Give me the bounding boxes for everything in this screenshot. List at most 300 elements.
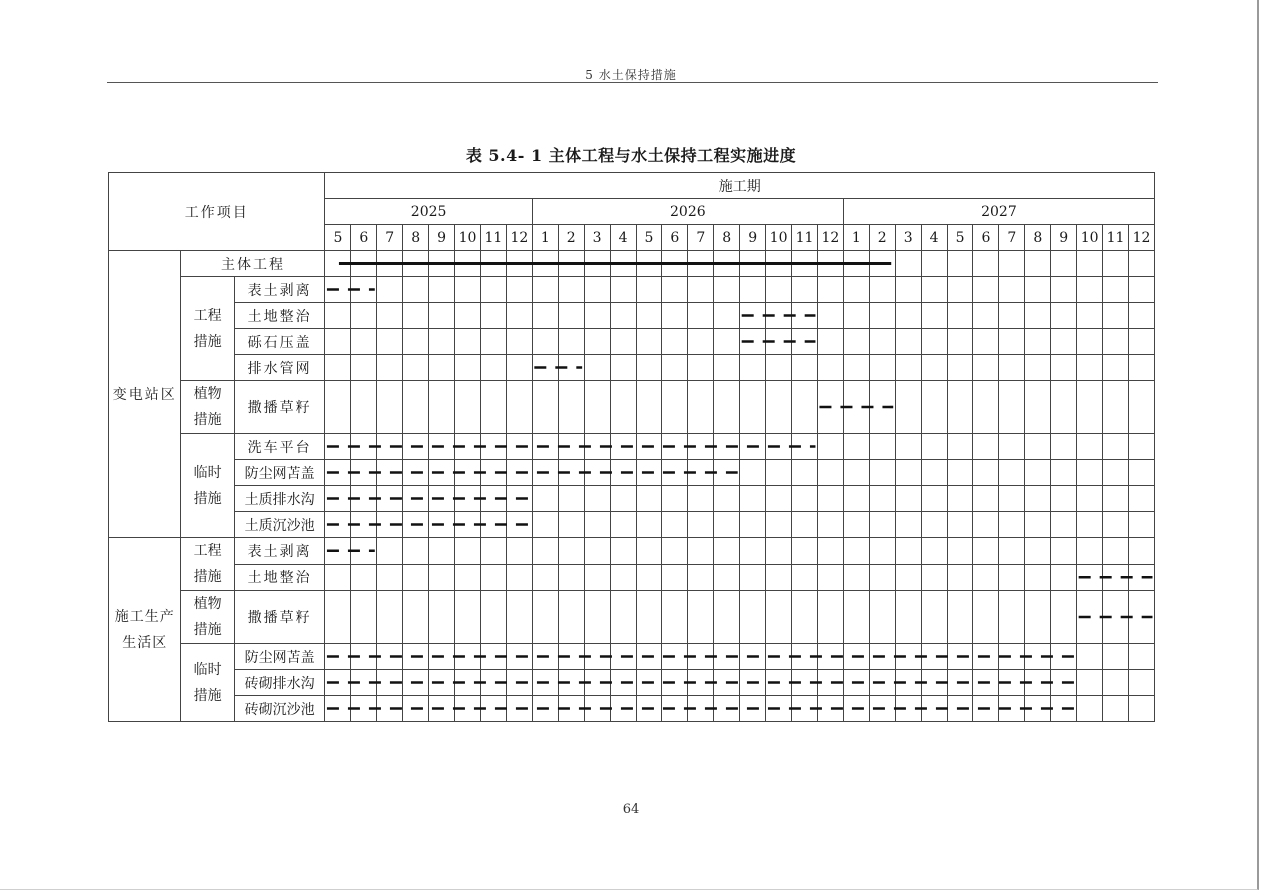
timeline-cell bbox=[714, 277, 740, 303]
timeline-cell bbox=[1129, 355, 1155, 381]
timeline-cell bbox=[455, 434, 481, 460]
timeline-cell bbox=[1077, 538, 1103, 565]
timeline-cell bbox=[325, 538, 351, 565]
month-header: 10 bbox=[455, 225, 481, 251]
timeline-cell bbox=[921, 564, 947, 591]
month-header: 12 bbox=[506, 225, 532, 251]
timeline-cell bbox=[351, 512, 377, 538]
timeline-cell bbox=[792, 381, 818, 434]
timeline-cell bbox=[532, 696, 558, 722]
timeline-cell bbox=[480, 329, 506, 355]
timeline-cell bbox=[714, 329, 740, 355]
timeline-cell bbox=[740, 303, 766, 329]
timeline-cell bbox=[895, 277, 921, 303]
table-row bbox=[109, 277, 1155, 303]
timeline-cell bbox=[403, 251, 429, 277]
timeline-cell bbox=[429, 512, 455, 538]
timeline-cell bbox=[792, 355, 818, 381]
timeline-cell bbox=[480, 460, 506, 486]
timeline-cell bbox=[999, 670, 1025, 696]
timeline-cell bbox=[1103, 460, 1129, 486]
timeline-cell bbox=[610, 434, 636, 460]
timeline-cell bbox=[973, 251, 999, 277]
timeline-cell bbox=[740, 644, 766, 670]
month-header: 9 bbox=[429, 225, 455, 251]
timeline-cell bbox=[973, 277, 999, 303]
table-row bbox=[109, 460, 1155, 486]
timeline-cell bbox=[1103, 538, 1129, 565]
timeline-cell bbox=[480, 670, 506, 696]
timeline-cell bbox=[480, 486, 506, 512]
item-name: 排水管网 bbox=[234, 355, 325, 381]
page-number: 64 bbox=[622, 802, 640, 817]
timeline-cell bbox=[325, 696, 351, 722]
timeline-cell bbox=[455, 381, 481, 434]
timeline-cell bbox=[766, 486, 792, 512]
table-row bbox=[109, 355, 1155, 381]
timeline-cell bbox=[1025, 538, 1051, 565]
main-project-label: 主体工程 bbox=[181, 251, 325, 277]
timeline-cell bbox=[921, 303, 947, 329]
timeline-cell bbox=[1129, 434, 1155, 460]
measure-group-line: 措施 bbox=[193, 333, 222, 350]
timeline-cell bbox=[610, 512, 636, 538]
timeline-cell bbox=[1051, 564, 1077, 591]
timeline-cell bbox=[921, 460, 947, 486]
timeline-cell bbox=[377, 696, 403, 722]
timeline-cell bbox=[999, 486, 1025, 512]
timeline-cell bbox=[1051, 696, 1077, 722]
timeline-cell bbox=[480, 591, 506, 644]
timeline-cell bbox=[1077, 670, 1103, 696]
timeline-cell bbox=[429, 251, 455, 277]
timeline-cell bbox=[1051, 329, 1077, 355]
timeline-cell bbox=[351, 303, 377, 329]
timeline-cell bbox=[792, 251, 818, 277]
table-row bbox=[109, 512, 1155, 538]
timeline-cell bbox=[792, 591, 818, 644]
timeline-cell bbox=[1103, 329, 1129, 355]
timeline-cell bbox=[714, 434, 740, 460]
timeline-cell bbox=[1129, 538, 1155, 565]
timeline-cell bbox=[1103, 381, 1129, 434]
item-name: 撒播草籽 bbox=[234, 591, 325, 644]
timeline-cell bbox=[584, 251, 610, 277]
timeline-cell bbox=[532, 591, 558, 644]
timeline-cell bbox=[325, 277, 351, 303]
timeline-cell bbox=[740, 486, 766, 512]
timeline-cell bbox=[999, 564, 1025, 591]
timeline-cell bbox=[532, 460, 558, 486]
table-row bbox=[109, 644, 1155, 670]
timeline-cell bbox=[325, 303, 351, 329]
timeline-cell bbox=[610, 644, 636, 670]
timeline-cell bbox=[532, 486, 558, 512]
timeline-cell bbox=[506, 670, 532, 696]
timeline-cell bbox=[429, 696, 455, 722]
timeline-cell bbox=[688, 591, 714, 644]
timeline-cell bbox=[688, 486, 714, 512]
year-header: 2026 bbox=[532, 199, 843, 225]
timeline-cell bbox=[480, 355, 506, 381]
timeline-cell bbox=[688, 644, 714, 670]
timeline-cell bbox=[351, 591, 377, 644]
timeline-cell bbox=[584, 486, 610, 512]
month-header: 6 bbox=[351, 225, 377, 251]
timeline-cell bbox=[506, 329, 532, 355]
timeline-cell bbox=[636, 696, 662, 722]
month-header: 9 bbox=[1051, 225, 1077, 251]
timeline-cell bbox=[1103, 434, 1129, 460]
timeline-cell bbox=[843, 329, 869, 355]
timeline-cell bbox=[688, 538, 714, 565]
timeline-cell bbox=[843, 696, 869, 722]
timeline-cell bbox=[1077, 355, 1103, 381]
timeline-cell bbox=[1103, 277, 1129, 303]
timeline-cell bbox=[740, 355, 766, 381]
timeline-cell bbox=[662, 277, 688, 303]
month-header: 4 bbox=[921, 225, 947, 251]
timeline-cell bbox=[766, 670, 792, 696]
timeline-cell bbox=[455, 644, 481, 670]
timeline-cell bbox=[636, 591, 662, 644]
timeline-cell bbox=[714, 696, 740, 722]
timeline-cell bbox=[429, 381, 455, 434]
timeline-cell bbox=[817, 381, 843, 434]
month-header: 7 bbox=[999, 225, 1025, 251]
timeline-cell bbox=[973, 355, 999, 381]
timeline-cell bbox=[817, 538, 843, 565]
area-construction-living bbox=[109, 538, 181, 722]
timeline-cell bbox=[714, 564, 740, 591]
timeline-cell bbox=[817, 564, 843, 591]
timeline-cell bbox=[325, 670, 351, 696]
timeline-cell bbox=[558, 486, 584, 512]
timeline-cell bbox=[610, 696, 636, 722]
timeline-cell bbox=[817, 329, 843, 355]
timeline-cell bbox=[740, 460, 766, 486]
timeline-cell bbox=[869, 564, 895, 591]
timeline-cell bbox=[714, 591, 740, 644]
timeline-cell bbox=[688, 434, 714, 460]
timeline-cell bbox=[1025, 381, 1051, 434]
timeline-cell bbox=[766, 434, 792, 460]
measure-group-line: 措施 bbox=[193, 687, 222, 704]
timeline-cell bbox=[999, 591, 1025, 644]
timeline-cell bbox=[1077, 329, 1103, 355]
timeline-cell bbox=[351, 381, 377, 434]
timeline-cell bbox=[429, 591, 455, 644]
timeline-cell bbox=[999, 303, 1025, 329]
timeline-cell bbox=[895, 644, 921, 670]
timeline-cell bbox=[895, 434, 921, 460]
timeline-cell bbox=[325, 329, 351, 355]
timeline-cell bbox=[1077, 434, 1103, 460]
timeline-cell bbox=[325, 486, 351, 512]
timeline-cell bbox=[1077, 696, 1103, 722]
timeline-cell bbox=[377, 303, 403, 329]
timeline-cell bbox=[351, 538, 377, 565]
timeline-cell bbox=[558, 538, 584, 565]
timeline-cell bbox=[947, 434, 973, 460]
timeline-cell bbox=[584, 329, 610, 355]
timeline-cell bbox=[558, 696, 584, 722]
timeline-cell bbox=[455, 355, 481, 381]
timeline-cell bbox=[455, 512, 481, 538]
table-row bbox=[109, 696, 1155, 722]
timeline-cell bbox=[558, 303, 584, 329]
timeline-cell bbox=[636, 538, 662, 565]
timeline-cell bbox=[1103, 696, 1129, 722]
timeline-cell bbox=[377, 644, 403, 670]
timeline-cell bbox=[325, 460, 351, 486]
timeline-cell bbox=[351, 277, 377, 303]
timeline-cell bbox=[584, 381, 610, 434]
area-construction-living-line: 生活区 bbox=[122, 634, 168, 651]
timeline-cell bbox=[662, 460, 688, 486]
month-header: 10 bbox=[1077, 225, 1103, 251]
measure-group-line: 措施 bbox=[193, 490, 222, 507]
timeline-cell bbox=[843, 355, 869, 381]
timeline-cell bbox=[636, 329, 662, 355]
timeline-cell bbox=[947, 538, 973, 565]
timeline-cell bbox=[455, 696, 481, 722]
timeline-cell bbox=[792, 460, 818, 486]
month-header: 7 bbox=[377, 225, 403, 251]
timeline-cell bbox=[766, 277, 792, 303]
timeline-cell bbox=[429, 644, 455, 670]
measure-group bbox=[181, 434, 234, 538]
timeline-cell bbox=[740, 329, 766, 355]
timeline-cell bbox=[325, 355, 351, 381]
month-header: 9 bbox=[740, 225, 766, 251]
timeline-cell bbox=[792, 434, 818, 460]
timeline-cell bbox=[377, 538, 403, 565]
month-header: 4 bbox=[610, 225, 636, 251]
timeline-cell bbox=[921, 670, 947, 696]
timeline-cell bbox=[1103, 644, 1129, 670]
timeline-cell bbox=[947, 696, 973, 722]
timeline-cell bbox=[403, 564, 429, 591]
timeline-cell bbox=[1103, 486, 1129, 512]
timeline-cell bbox=[351, 251, 377, 277]
timeline-cell bbox=[429, 670, 455, 696]
item-name: 土质沉沙池 bbox=[234, 512, 325, 538]
timeline-cell bbox=[1025, 696, 1051, 722]
timeline-cell bbox=[662, 696, 688, 722]
timeline-cell bbox=[740, 251, 766, 277]
area-substation bbox=[109, 251, 181, 538]
timeline-cell bbox=[766, 564, 792, 591]
timeline-cell bbox=[999, 644, 1025, 670]
timeline-cell bbox=[506, 591, 532, 644]
timeline-cell bbox=[506, 303, 532, 329]
timeline-cell bbox=[403, 434, 429, 460]
timeline-cell bbox=[973, 434, 999, 460]
timeline-cell bbox=[610, 564, 636, 591]
timeline-cell bbox=[688, 355, 714, 381]
work-item-header: 工作项目 bbox=[109, 173, 325, 251]
timeline-cell bbox=[895, 670, 921, 696]
item-name: 土地整治 bbox=[234, 303, 325, 329]
table-row bbox=[109, 591, 1155, 644]
item-name: 撒播草籽 bbox=[234, 381, 325, 434]
timeline-cell bbox=[1077, 460, 1103, 486]
timeline-cell bbox=[843, 460, 869, 486]
timeline-cell bbox=[973, 460, 999, 486]
timeline-cell bbox=[558, 381, 584, 434]
timeline-cell bbox=[921, 644, 947, 670]
month-header: 2 bbox=[869, 225, 895, 251]
timeline-cell bbox=[1077, 277, 1103, 303]
timeline-cell bbox=[947, 277, 973, 303]
measure-group-line: 工程 bbox=[193, 543, 222, 559]
timeline-cell bbox=[480, 696, 506, 722]
year-header: 2025 bbox=[325, 199, 532, 225]
timeline-cell bbox=[377, 434, 403, 460]
timeline-cell bbox=[843, 277, 869, 303]
month-header: 8 bbox=[1025, 225, 1051, 251]
timeline-cell bbox=[817, 591, 843, 644]
timeline-cell bbox=[610, 591, 636, 644]
timeline-cell bbox=[532, 564, 558, 591]
timeline-cell bbox=[843, 486, 869, 512]
timeline-cell bbox=[532, 670, 558, 696]
timeline-cell bbox=[843, 644, 869, 670]
timeline-cell bbox=[921, 486, 947, 512]
measure-group bbox=[181, 591, 234, 644]
timeline-cell bbox=[766, 644, 792, 670]
timeline-cell bbox=[1051, 251, 1077, 277]
timeline-cell bbox=[558, 670, 584, 696]
timeline-cell bbox=[1025, 251, 1051, 277]
measure-group-line: 措施 bbox=[193, 622, 222, 638]
timeline-cell bbox=[1077, 381, 1103, 434]
timeline-cell bbox=[999, 329, 1025, 355]
timeline-cell bbox=[480, 251, 506, 277]
timeline-cell bbox=[532, 538, 558, 565]
timeline-cell bbox=[558, 512, 584, 538]
timeline-cell bbox=[1129, 670, 1155, 696]
timeline-cell bbox=[1077, 564, 1103, 591]
timeline-cell bbox=[817, 696, 843, 722]
timeline-cell bbox=[480, 277, 506, 303]
month-header: 10 bbox=[766, 225, 792, 251]
timeline-cell bbox=[532, 329, 558, 355]
timeline-cell bbox=[506, 381, 532, 434]
timeline-cell bbox=[947, 670, 973, 696]
period-header: 施工期 bbox=[325, 173, 1155, 199]
timeline-cell bbox=[506, 355, 532, 381]
timeline-cell bbox=[740, 512, 766, 538]
timeline-cell bbox=[1051, 486, 1077, 512]
month-header: 8 bbox=[714, 225, 740, 251]
timeline-cell bbox=[1025, 512, 1051, 538]
timeline-cell bbox=[610, 381, 636, 434]
timeline-cell bbox=[558, 460, 584, 486]
timeline-cell bbox=[1129, 303, 1155, 329]
timeline-cell bbox=[1129, 512, 1155, 538]
item-name: 表土剥离 bbox=[234, 277, 325, 303]
timeline-cell bbox=[1103, 251, 1129, 277]
timeline-cell bbox=[325, 591, 351, 644]
timeline-cell bbox=[429, 538, 455, 565]
timeline-cell bbox=[1077, 644, 1103, 670]
timeline-cell bbox=[403, 512, 429, 538]
timeline-cell bbox=[455, 277, 481, 303]
timeline-cell bbox=[766, 381, 792, 434]
timeline-cell bbox=[377, 381, 403, 434]
timeline-cell bbox=[973, 303, 999, 329]
timeline-cell bbox=[947, 591, 973, 644]
timeline-cell bbox=[740, 696, 766, 722]
timeline-cell bbox=[843, 251, 869, 277]
timeline-cell bbox=[506, 644, 532, 670]
timeline-cell bbox=[973, 564, 999, 591]
month-header: 6 bbox=[973, 225, 999, 251]
timeline-cell bbox=[532, 434, 558, 460]
timeline-cell bbox=[532, 277, 558, 303]
timeline-cell bbox=[1025, 277, 1051, 303]
timeline-cell bbox=[506, 486, 532, 512]
timeline-cell bbox=[506, 538, 532, 565]
timeline-cell bbox=[558, 564, 584, 591]
timeline-cell bbox=[1051, 434, 1077, 460]
timeline-cell bbox=[1025, 591, 1051, 644]
timeline-cell bbox=[869, 670, 895, 696]
timeline-cell bbox=[1129, 460, 1155, 486]
timeline-cell bbox=[843, 381, 869, 434]
timeline-cell bbox=[999, 434, 1025, 460]
timeline-cell bbox=[792, 538, 818, 565]
timeline-cell bbox=[1129, 696, 1155, 722]
timeline-cell bbox=[895, 460, 921, 486]
timeline-cell bbox=[766, 329, 792, 355]
timeline-cell bbox=[351, 460, 377, 486]
timeline-cell bbox=[636, 355, 662, 381]
timeline-cell bbox=[403, 591, 429, 644]
timeline-cell bbox=[1025, 303, 1051, 329]
table-title: 表 5.4- 1 主体工程与水土保持工程实施进度 bbox=[465, 146, 797, 165]
timeline-cell bbox=[403, 460, 429, 486]
timeline-cell bbox=[662, 486, 688, 512]
measure-group-line: 工程 bbox=[193, 307, 222, 324]
timeline-cell bbox=[947, 644, 973, 670]
timeline-cell bbox=[869, 434, 895, 460]
timeline-cell bbox=[1051, 355, 1077, 381]
timeline-cell bbox=[636, 512, 662, 538]
timeline-cell bbox=[662, 644, 688, 670]
timeline-cell bbox=[377, 564, 403, 591]
timeline-cell bbox=[506, 251, 532, 277]
timeline-cell bbox=[688, 460, 714, 486]
timeline-cell bbox=[558, 251, 584, 277]
timeline-cell bbox=[584, 591, 610, 644]
timeline-cell bbox=[584, 644, 610, 670]
timeline-cell bbox=[921, 277, 947, 303]
timeline-cell bbox=[869, 696, 895, 722]
timeline-cell bbox=[455, 591, 481, 644]
timeline-cell bbox=[869, 644, 895, 670]
timeline-cell bbox=[377, 355, 403, 381]
timeline-cell bbox=[351, 329, 377, 355]
timeline-cell bbox=[869, 355, 895, 381]
timeline-cell bbox=[688, 251, 714, 277]
timeline-cell bbox=[636, 277, 662, 303]
area-construction-living-line: 施工生产 bbox=[114, 608, 175, 625]
month-header: 11 bbox=[1103, 225, 1129, 251]
measure-group bbox=[181, 277, 234, 381]
